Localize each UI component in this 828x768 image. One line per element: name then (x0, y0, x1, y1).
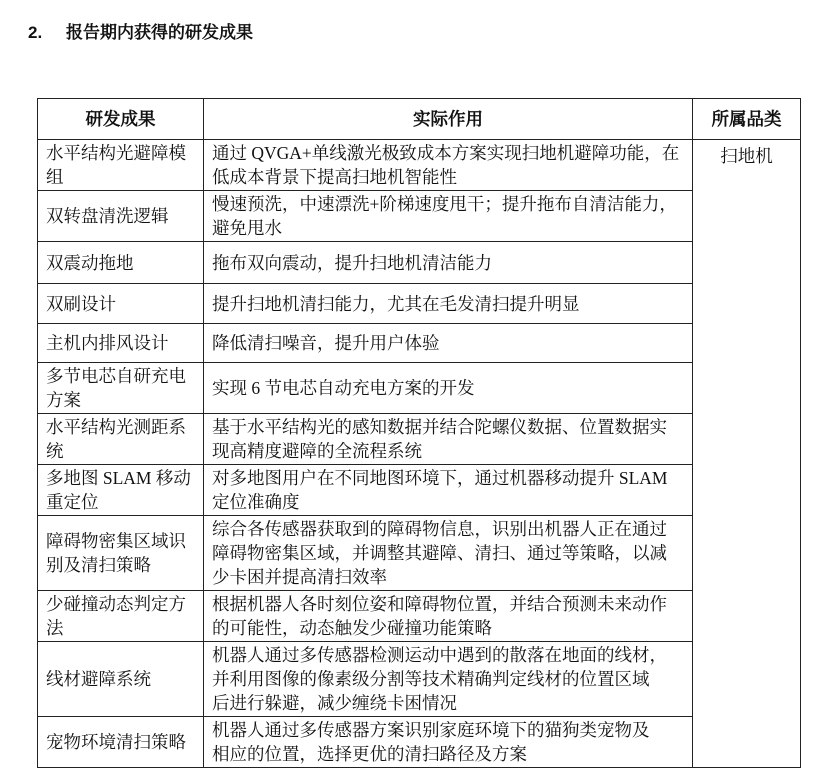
effect-cell-line: 避免甩水 (212, 218, 282, 238)
effect-cell (204, 324, 693, 363)
effect-cell-line: 对多地图用户在不同地图环境下，通过机器移动提升 SLAM (212, 468, 668, 488)
effect-cell (204, 284, 693, 324)
table-row (38, 717, 801, 768)
result-cell (38, 191, 204, 242)
result-cell-line: 线材避障系统 (46, 669, 151, 689)
effect-cell-line: 障碍物密集区域，并调整其避障、清扫、通过等策略，以减 (212, 543, 667, 563)
effect-cell-line: 现高精度避障的全流程系统 (212, 441, 422, 461)
effect-cell-line: 机器人通过多传感器检测运动中遇到的散落在地面的线材， (212, 645, 667, 665)
result-cell (38, 717, 204, 768)
section-title: 报告期内获得的研发成果 (66, 23, 253, 42)
effect-cell (204, 191, 693, 242)
effect-cell-line: 综合各传感器获取到的障碍物信息，识别出机器人正在通过 (212, 519, 667, 539)
table-row (38, 140, 801, 191)
result-cell (38, 516, 204, 591)
effect-cell-line: 根据机器人各时刻位姿和障碍物位置，并结合预测未来动作 (212, 594, 667, 614)
result-cell-line: 重定位 (46, 492, 99, 512)
result-cell-line: 多节电芯自研充电 (46, 366, 186, 386)
result-cell (38, 414, 204, 465)
effect-cell-line: 拖布双向震动，提升扫地机清洁能力 (212, 252, 492, 273)
effect-cell (204, 717, 693, 768)
table-header-row (38, 99, 801, 140)
result-cell (38, 642, 204, 717)
table-row (38, 516, 801, 591)
result-cell-line: 双转盘清洗逻辑 (46, 206, 169, 226)
result-cell-line: 水平结构光测距系 (46, 417, 186, 437)
effect-cell-line: 低成本背景下提高扫地机智能性 (212, 167, 457, 187)
result-cell (38, 140, 204, 191)
effect-cell-line: 定位准确度 (212, 492, 300, 512)
effect-cell (204, 242, 693, 284)
table-row (38, 284, 801, 324)
result-cell-line: 别及清扫策略 (46, 555, 151, 575)
result-cell (38, 591, 204, 642)
effect-cell-line: 基于水平结构光的感知数据并结合陀螺仪数据、位置数据实 (212, 417, 667, 437)
result-cell-line: 水平结构光避障模 (46, 143, 186, 163)
effect-cell-line: 降低清扫噪音，提升用户体验 (212, 333, 440, 353)
effect-cell (204, 140, 693, 191)
table-row (38, 324, 801, 363)
effect-cell-line: 实现 6 节电芯自动充电方案的开发 (212, 378, 475, 398)
section-number: 2. (28, 23, 43, 42)
header-category: 所属品类 (693, 99, 801, 140)
result-cell (38, 324, 204, 363)
table-row (38, 642, 801, 717)
effect-cell-line: 提升扫地机清扫能力，尤其在毛发清扫提升明显 (212, 293, 580, 314)
effect-cell-line: 的可能性，动态触发少碰撞功能策略 (212, 618, 492, 638)
effect-cell-line: 通过 QVGA+单线激光极致成本方案实现扫地机避障功能，在 (212, 143, 680, 163)
header-effect: 实际作用 (204, 99, 693, 140)
result-cell-line: 双震动拖地 (46, 252, 134, 273)
effect-cell (204, 591, 693, 642)
result-cell-line: 宠物环境清扫策略 (46, 732, 186, 752)
header-result: 研发成果 (38, 99, 204, 140)
table-row (38, 242, 801, 284)
effect-cell (204, 414, 693, 465)
result-cell (38, 284, 204, 324)
table-row (38, 191, 801, 242)
rd-results-table (37, 98, 801, 768)
effect-cell-line: 并利用图像的像素级分割等技术精确判定线材的位置区域 (212, 669, 650, 689)
effect-cell-line: 后进行躲避，减少缠绕卡困情况 (212, 693, 457, 713)
result-cell-line: 主机内排风设计 (46, 333, 169, 353)
result-cell-line: 双刷设计 (46, 293, 116, 314)
result-cell (38, 363, 204, 414)
category-cell: 扫地机 (693, 140, 801, 768)
result-cell-line: 组 (46, 167, 64, 187)
result-cell-line: 少碰撞动态判定方 (46, 594, 186, 614)
effect-cell (204, 363, 693, 414)
result-cell-line: 多地图 SLAM 移动 (46, 468, 191, 488)
effect-cell-line: 慢速预洗，中速漂洗+阶梯速度甩干；提升拖布自清洁能力， (212, 194, 677, 214)
effect-cell (204, 642, 693, 717)
effect-cell-line: 少卡困并提高清扫效率 (212, 567, 387, 587)
result-cell-line: 方案 (46, 390, 81, 410)
effect-cell-line: 机器人通过多传感器方案识别家庭环境下的猫狗类宠物及 (212, 720, 650, 740)
result-cell (38, 465, 204, 516)
result-cell-line: 法 (46, 618, 64, 638)
section-heading (28, 18, 253, 43)
table-row (38, 591, 801, 642)
table-row (38, 414, 801, 465)
result-cell (38, 242, 204, 284)
table-row (38, 363, 801, 414)
table-row (38, 465, 801, 516)
effect-cell (204, 516, 693, 591)
result-cell-line: 障碍物密集区域识 (46, 531, 186, 551)
effect-cell (204, 465, 693, 516)
result-cell-line: 统 (46, 441, 64, 461)
effect-cell-line: 相应的位置，选择更优的清扫路径及方案 (212, 744, 527, 764)
